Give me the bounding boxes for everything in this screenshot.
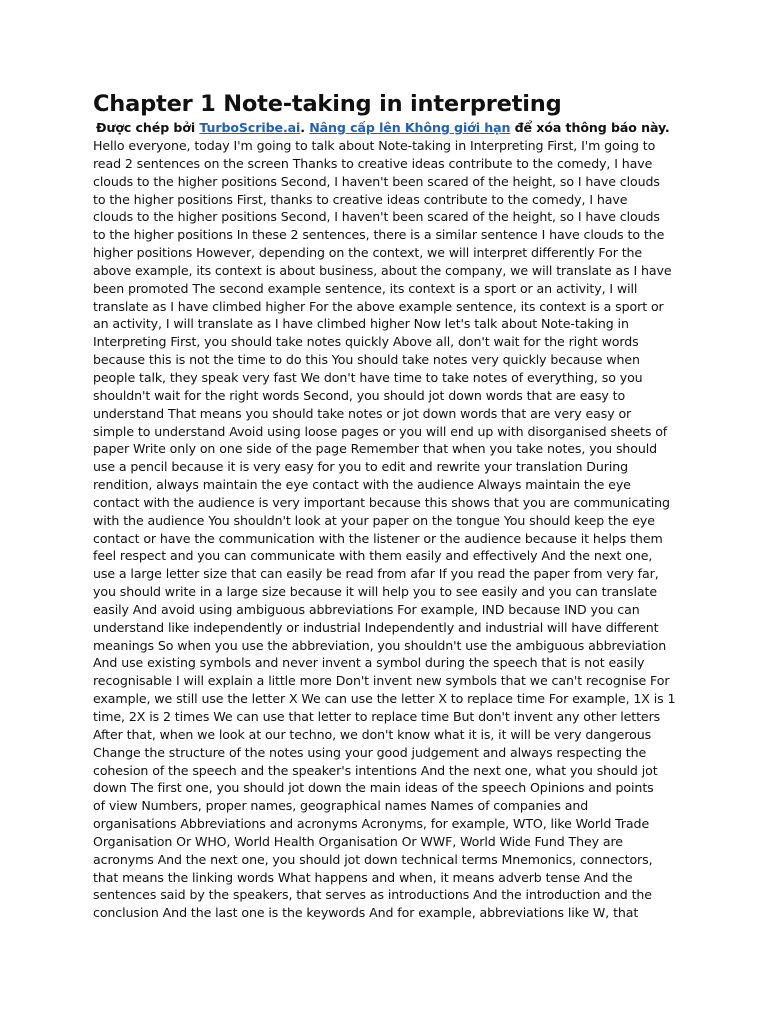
transcript-line: down The first one, you should jot down the main ideas of the speech Opinions and points <box>93 780 654 796</box>
transcript-line: simple to understand Avoid using loose pages or you will end up with disorganised sheets of <box>93 423 668 439</box>
transcript-line: people talk, they speak very fast We don't have time to take notes of everything, so you <box>93 369 643 385</box>
transcript-line: to the higher positions First, thanks to creative ideas contribute to the comedy, I have <box>93 191 628 207</box>
transcript-body <box>93 137 678 922</box>
transcript-line: understand like independently or industrial Independently and industrial will have different <box>93 619 659 635</box>
chapter-title: Chapter 1 Note-taking in interpreting <box>93 91 562 117</box>
transcript-line: Change the structure of the notes using your good judgement and always respecting the <box>93 744 647 760</box>
upgrade-link[interactable]: Nâng cấp lên Không giới hạn <box>309 120 511 135</box>
transcript-line: of view Numbers, proper names, geographical names Names of companies and <box>93 798 589 814</box>
transcript-line: After that, when we look at our techno, we don't know what it is, it will be very dangerous <box>93 726 652 742</box>
transcript-line: that means the linking words What happens and when, it means adverb tense And the <box>93 869 633 885</box>
transcript-line: cohesion of the speech and the speaker's intentions And the next one, what you should jot <box>93 762 658 778</box>
transcript-line: you should write in a large size because it will help you to see easily and you can translate <box>93 584 657 600</box>
transcript-line: time, 2X is 2 times We can use that letter to replace time But don't invent any other letters <box>93 709 661 724</box>
transcript-line: feel respect and you can communicate with them easily and effectively And the next one, <box>93 548 653 564</box>
transcript-line: higher positions However, depending on the context, we will interpret differently For the <box>93 245 643 261</box>
notice-separator: . <box>300 120 310 135</box>
transcription-notice <box>96 119 678 136</box>
transcript-line: recognisable I will explain a little more Don't invent new symbols that we can't recognise For <box>93 673 670 689</box>
transcript-line: with the audience You shouldn't look at your paper on the tongue You should keep the eye <box>93 512 655 528</box>
transcript-line: meanings So when you use the abbreviation, you shouldn't use the ambiguous abbreviation <box>93 637 667 653</box>
transcript-line: easily And avoid using ambiguous abbreviations For example, IND because IND you can <box>93 601 640 617</box>
transcript-line: because this is not the time to do this You should take notes very quickly because when <box>93 352 640 368</box>
transcript-line: acronyms And the next one, you should jot down technical terms Mnemonics, connectors, <box>93 851 653 867</box>
transcript-line: example, we still use the letter X We can use the letter X to replace time For example, 1X is 1 <box>93 691 676 707</box>
transcript-line: an activity, I will translate as I have climbed higher Now let's talk about Note-taking in <box>93 316 629 332</box>
transcript-line: clouds to the higher positions Second, I haven't been scared of the height, so I have clouds <box>93 209 660 225</box>
transcript-line: use a large letter size that can easily be read from afar If you read the paper from very far, <box>93 566 659 582</box>
transcript-line: conclusion And the last one is the keywords And for example, abbreviations like W, that <box>93 905 639 921</box>
transcript-line: organisations Abbreviations and acronyms Acronyms, for example, WTO, like World Trade <box>93 816 650 832</box>
transcript-line: read 2 sentences on the screen Thanks to creative ideas contribute to the comedy, I have <box>93 155 653 171</box>
transcript-line: contact or have the communication with the listener or the audience because it helps them <box>93 530 663 546</box>
transcript-line: Interpreting First, you should take notes quickly Above all, don't wait for the right words <box>93 334 639 350</box>
document-page <box>93 90 678 922</box>
transcript-line: understand That means you should take notes or jot down words that are very easy or <box>93 405 632 421</box>
transcript-line: use a pencil because it is very easy for you to edit and rewrite your translation During <box>93 459 629 475</box>
transcript-line: contact with the audience is very important because this shows that you are communicating <box>93 494 670 510</box>
transcript-line: rendition, always maintain the eye contact with the audience Always maintain the eye <box>93 477 631 493</box>
transcript-line: to the higher positions In these 2 sentences, there is a similar sentence I have clouds to the <box>93 227 665 243</box>
transcript-line: translate as I have climbed higher For the above example sentence, its context is a sport or <box>93 298 664 314</box>
transcript-line: above example, its context is about business, about the company, we will translate as I have <box>93 262 672 278</box>
transcript-line: paper Write only on one side of the page Remember that when you take notes, you should <box>93 441 658 457</box>
transcript-line: Organisation Or WHO, World Health Organisation Or WWF, World Wide Fund They are <box>93 833 623 849</box>
transcript-line: And use existing symbols and never invent a symbol during the speech that is not easily <box>93 655 645 671</box>
transcript-line: been promoted The second example sentence, its context is a sport or an activity, I will <box>93 280 638 296</box>
transcript-line: sentences said by the speakers, that serves as introductions And the introduction and the <box>93 887 652 903</box>
notice-prefix: Được chép bởi <box>96 120 200 135</box>
transcript-line: Hello everyone, today I'm going to talk about Note-taking in Interpreting First, I'm going to <box>93 138 656 153</box>
transcript-line: shouldn't wait for the right words Second, you should jot down words that are easy to <box>93 387 626 403</box>
turboscribe-link[interactable]: TurboScribe.ai <box>199 120 301 135</box>
transcript-line: clouds to the higher positions Second, I haven't been scared of the height, so I have clouds <box>93 173 660 189</box>
notice-suffix: để xóa thông báo này. <box>510 120 670 135</box>
